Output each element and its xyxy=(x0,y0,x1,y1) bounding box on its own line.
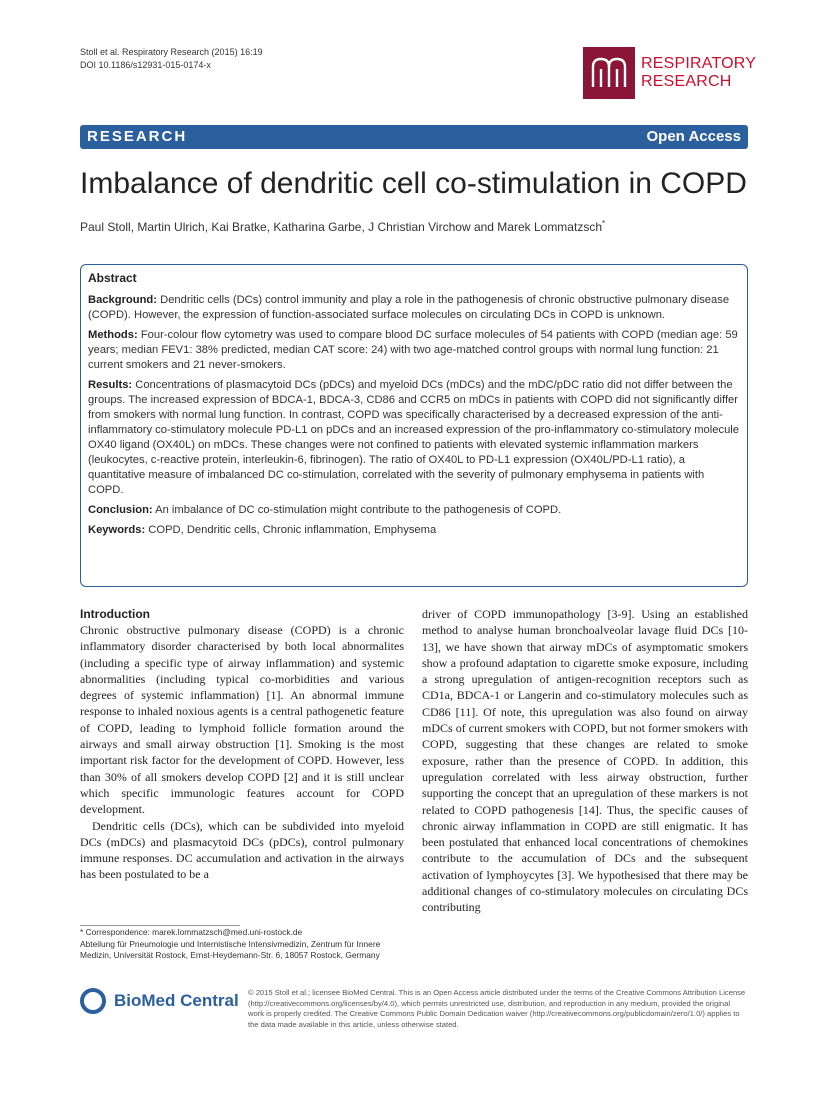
abstract-section-label: Methods: xyxy=(88,329,138,341)
footnote xyxy=(80,927,404,962)
abstract-section-label: Background: xyxy=(88,294,157,306)
body-column-left xyxy=(80,606,404,883)
footnote-divider xyxy=(80,925,240,926)
body-paragraph: driver of COPD immunopathology [3-9]. Using an established method to analyse human bronchoalveolar lavage fluid DCs [10-13], we have shown that airway mDCs of asymptomatic smokers show a profound adaptation to cigarette smoke exposure, including a strong upregulation of antigen-recognition receptors such as CD1a, BDCA-1 or Langerin and co-stimulatory molecules such as CD86 [11]. Of note, this upregulation was also found on airway mDCs of current smokers with COPD, but not former smokers with COPD, suggesting that these changes are related to smoke exposure, rather than the presence of COPD. In addition, this upregulation correlated with less airway obstruction, further supporting the concept that an upregulation of these markers is not related to COPD pathogenesis [14]. Thus, the specific causes of chronic airway inflammation in COPD are still enigmatic. It has been postulated that enhanced local concentrations of chemokines contribute to the accumulation of DCs and the subsequent activation of lymphoycytes [3]. We hypothesised that there may be additional changes of co-stimulatory molecules on circulating DCs contributing xyxy=(422,607,748,915)
body-paragraph: Dendritic cells (DCs), which can be subdivided into myeloid DCs (mDCs) and plasmacytoid DCs (pDCs), control pulmonary immune responses. DC accumulation and activation in the airways has been postulated to be a xyxy=(80,818,404,882)
corresponding-mark: * xyxy=(602,219,606,228)
citation-block xyxy=(80,46,263,72)
abstract-box xyxy=(80,264,748,587)
abstract-section-label: Results: xyxy=(88,379,133,391)
abstract-section-text: COPD, Dendritic cells, Chronic inflammation, Emphysema xyxy=(145,524,437,536)
article-type-banner xyxy=(80,125,748,149)
open-access-label: Open Access xyxy=(646,128,741,145)
journal-mark-icon xyxy=(583,47,635,99)
section-heading: Introduction xyxy=(80,607,150,621)
publisher-logo xyxy=(80,986,240,1020)
publisher-circle-icon xyxy=(80,988,106,1014)
abstract-section-text: Concentrations of plasmacytoid DCs (pDCs) and myeloid DCs (mDCs) and the mDC/pDC ratio did not differ between the groups. The increased expression of BDCA-1, BDCA-3, CD86 and CCR5 on mDCs in patients with COPD did not significantly differ from smokers with normal lung function. In contrast, COPD was specifically characterised by a decreased expression of the anti-inflammatory co-stimulatory molecule PD-L1 on pDCs and an increased expression of the pro-inflammatory co-stimulatory molecule OX40 ligand (OX40L) on mDCs. These changes were not confined to patients with elevated systemic inflammation markers (leukocytes, c-reactive protein, interleukin-6, fibrinogen). The ratio of OX40L to PD-L1 expression (OX40L/PD-L1 ratio), a quantitative measure of imbalanced DC co-stimulation, correlated with the severity of pulmonary emphysema in patients with COPD. xyxy=(88,379,740,496)
affiliation-note: Abteilung für Pneumologie und Internistische Intensivmedizin, Zentrum für Innere Medizin, Universität Rostock, Ernst-Heydemann-Str. 6, 18057 Rostock, Germany xyxy=(80,938,381,960)
abstract-results xyxy=(88,378,740,498)
abstract-conclusion xyxy=(88,503,740,518)
citation-line: Stoll et al. Respiratory Research (2015) 16:19 xyxy=(80,47,263,57)
body-paragraph: Chronic obstructive pulmonary disease (COPD) is a chronic inflammatory disorder characterised by both local abnormalites (including a specific type of airway inflammation) and systemic abnormalities (including typical co-morbidities and various degrees of systemic inflammation) [1]. An abnormal immune response to inhaled noxious agents is a central pathogenetic feature of COPD, leading to lymphoid follicle formation around the airways and small airway obstruction [1]. Smoking is the most important risk factor for the development of COPD. However, less than 30% of all smokers develop COPD [2] and it is still unclear which specific immunologic features account for COPD development. xyxy=(80,623,404,817)
author-list xyxy=(80,216,605,235)
article-title: Imbalance of dendritic cell co-stimulation in COPD xyxy=(80,167,747,200)
author-names: Paul Stoll, Martin Ulrich, Kai Bratke, Katharina Garbe, J Christian Virchow and Marek Lommatzsch xyxy=(80,220,602,234)
abstract-section-label: Conclusion: xyxy=(88,504,153,516)
journal-logo xyxy=(583,47,757,99)
abstract-section-text: Four-colour flow cytometry was used to compare blood DC surface molecules of 54 patients with COPD (median age: 59 years; median FEV1: 38% predicted, median CAT score: 24) with two age-matched control groups with normal lung function: 21 current smokers and 21 never-smokers. xyxy=(88,329,738,371)
abstract-section-text: Dendritic cells (DCs) control immunity and play a role in the pathogenesis of chronic obstructive pulmonary disease (COPD). However, the expression of function-associated surface molecules on circulating DCs in COPD is unknown. xyxy=(88,294,730,321)
license-text: © 2015 Stoll et al.; licensee BioMed Central. This is an Open Access article distributed under the terms of the Creative Commons Attribution License (http://creativecommons.org/licenses/by/4.0), which permits unrestricted use, distribution, and reproduction in any medium, provided the original work is properly credited. The Creative Commons Public Domain Dedication waiver (http://creativecommons.org/publicdomain/zero/1.0/) applies to the data made available in this article, unless otherwise stated. xyxy=(248,988,746,1029)
article-type-label: RESEARCH xyxy=(87,128,188,145)
correspondence-note: * Correspondence: marek.lommatzsch@med.uni-rostock.de xyxy=(80,927,303,937)
journal-logo-line: RESPIRATORY xyxy=(641,55,757,72)
journal-logo-line: RESEARCH xyxy=(641,73,732,90)
body-column-right xyxy=(422,606,748,916)
journal-logo-text xyxy=(641,55,756,91)
publisher-name: BioMed Central xyxy=(114,991,239,1010)
abstract-heading: Abstract xyxy=(88,271,137,285)
abstract-background xyxy=(88,293,740,323)
doi-line: DOI 10.1186/s12931-015-0174-x xyxy=(80,60,211,70)
abstract-section-label: Keywords: xyxy=(88,524,146,536)
abstract-section-text: An imbalance of DC co-stimulation might contribute to the pathogenesis of COPD. xyxy=(152,504,562,516)
abstract-methods xyxy=(88,328,740,373)
abstract-keywords xyxy=(88,523,740,538)
